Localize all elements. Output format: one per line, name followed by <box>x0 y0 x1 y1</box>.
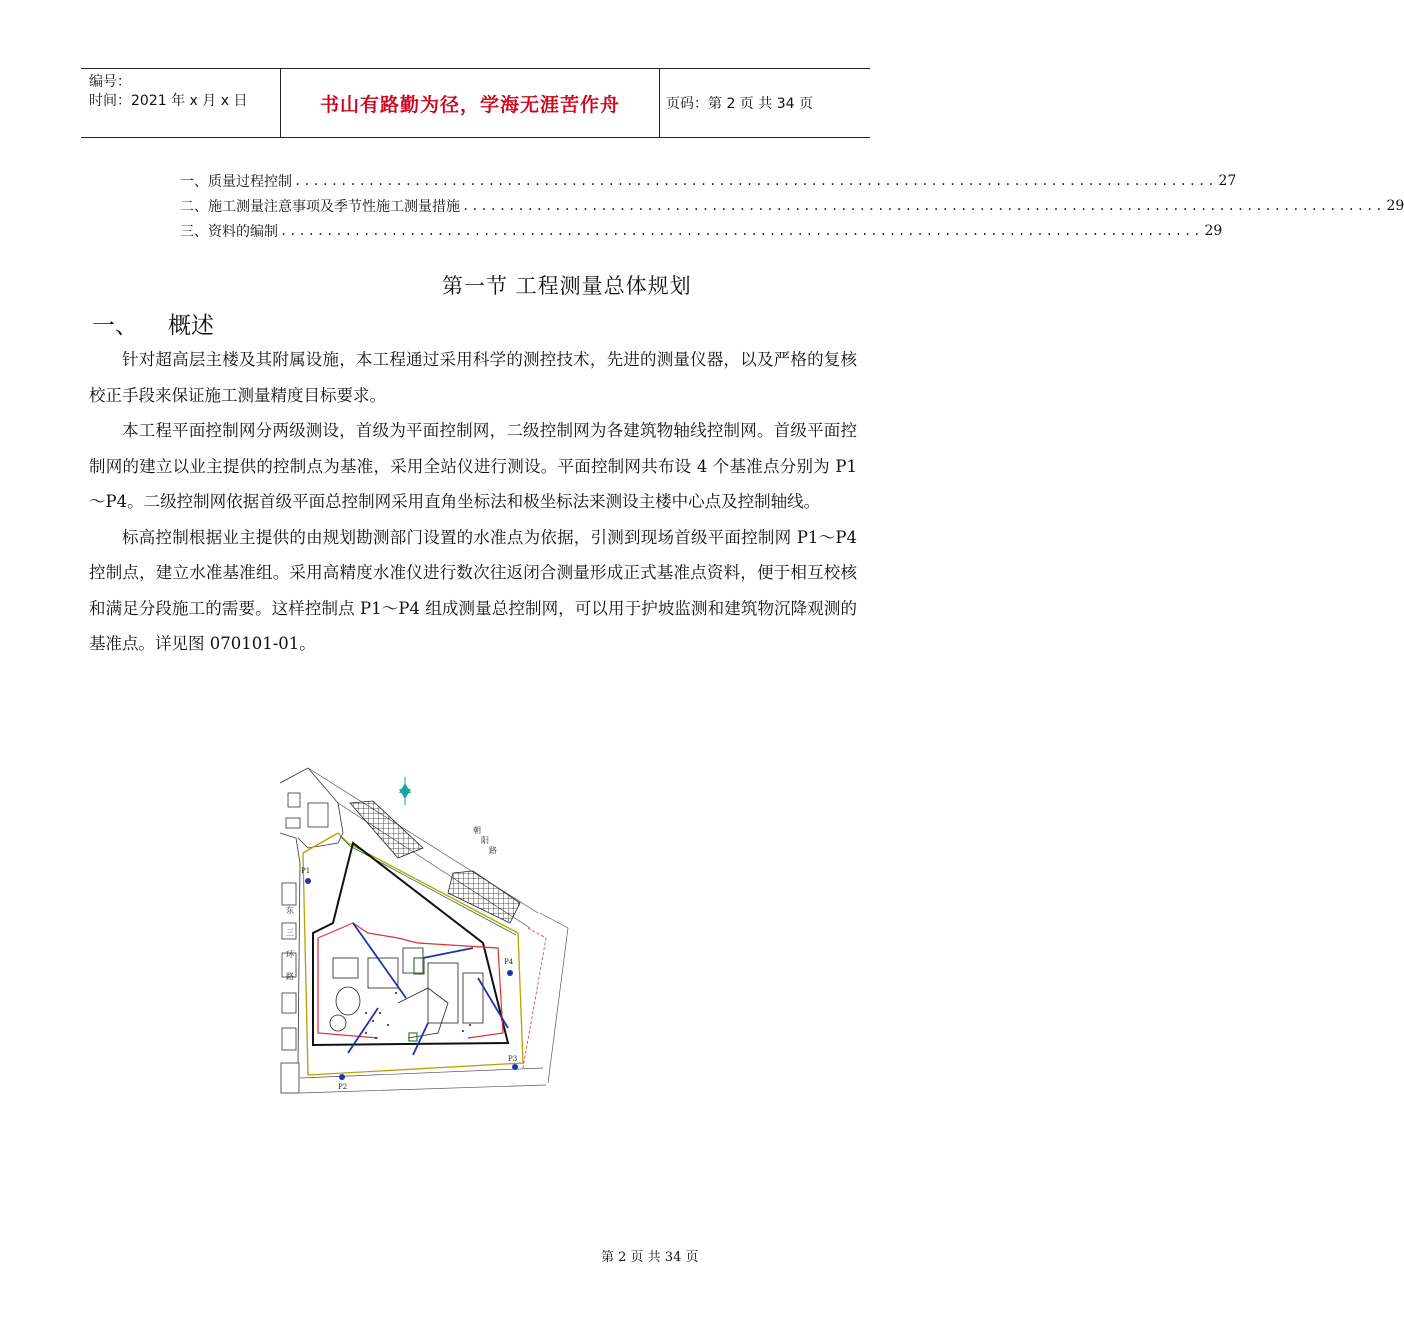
paragraph: 针对超高层主楼及其附属设施，本工程通过采用科学的测控技术，先进的测量仪器，以及严格的复核校正手段来保证施工测量精度目标要求。 <box>89 350 857 405</box>
paragraph: 标高控制根据业主提供的由规划勘测部门设置的水准点为依据，引测到现场首级平面控制网 P1～P4 控制点，建立水准基准组。采用高精度水准仪进行数次往返闭合测量形成正式基准点资料，便于相互校核和满足分段施工的需要。这样控制点 P1～P4 组成测量总控制网，可以用于护坡监测和建筑物沉降观测的基准点。详见图 070101-01。 <box>89 527 857 653</box>
number-label: 编号： <box>89 74 131 90</box>
paragraph: 本工程平面控制网分两级测设，首级为平面控制网，二级控制网为各建筑物轴线控制网。首级平面控制网的建立以业主提供的控制点为基准，采用全站仪进行测设。平面控制网共布设 4 个基准点分别为 P1～P4。二级控制网依据首级平面总控制网采用直角坐标法和极坐标法来测设主楼中心点及控制轴线。 <box>89 421 857 511</box>
toc-title: 资料的编制 <box>208 223 278 240</box>
green-marker <box>414 958 424 974</box>
road-label-left <box>286 905 297 981</box>
point-label: P1 <box>301 867 311 875</box>
page-header <box>81 68 870 138</box>
toc-page: 29 <box>1386 197 1404 214</box>
toc-leader: .................................................................................................... <box>462 198 1385 213</box>
toc-number: 三、 <box>180 223 208 240</box>
site-fence <box>303 833 523 1075</box>
control-point-p1 <box>305 878 311 884</box>
site-dots <box>365 992 471 1039</box>
toc-title: 施工测量注意事项及季节性施工测量措施 <box>208 198 460 215</box>
time-label: 时间：2021 年 x 月 x 日 <box>89 93 248 109</box>
property-line <box>523 928 546 1068</box>
toc-page: 29 <box>1204 222 1223 239</box>
road-char: 阳 <box>481 836 489 845</box>
building-outline <box>313 843 508 1045</box>
road-char: 环 <box>286 950 294 959</box>
road-label-top <box>473 825 497 855</box>
section-title: 第一节 工程测量总体规划 <box>442 274 692 298</box>
road-char: 路 <box>489 846 497 855</box>
toc-item[interactable] <box>180 168 1237 193</box>
subsection-number: 一、 <box>92 313 138 339</box>
body-text <box>89 342 857 662</box>
subsection-title: 概述 <box>168 313 214 339</box>
toc-title: 质量过程控制 <box>208 173 292 190</box>
internal-structures <box>330 948 483 1038</box>
header-motto: 书山有路勤为径，学海无涯苦作舟 <box>281 69 660 137</box>
north-arrow-icon <box>399 777 411 805</box>
header-page-info: 页码：第 2 页 共 34 页 <box>666 96 813 112</box>
subsection-heading <box>92 307 214 340</box>
table-of-contents <box>180 168 1404 243</box>
control-point-p4 <box>507 970 513 976</box>
toc-item[interactable] <box>180 193 1404 218</box>
site-plan-drawing <box>278 763 578 1098</box>
road-char: 东 <box>286 906 294 915</box>
road-char: 三 <box>286 928 294 937</box>
point-label: P3 <box>508 1055 518 1063</box>
toc-number: 二、 <box>180 198 208 215</box>
header-meta <box>81 69 281 137</box>
toc-leader: .................................................................................................... <box>294 173 1217 188</box>
road-char: 路 <box>286 972 294 981</box>
control-point-p2 <box>339 1074 345 1080</box>
point-label: P4 <box>504 958 514 966</box>
toc-page: 27 <box>1218 172 1237 189</box>
toc-number: 一、 <box>180 173 208 190</box>
control-point-p3 <box>512 1064 518 1070</box>
point-label: P2 <box>338 1083 348 1091</box>
toc-item[interactable] <box>180 218 1223 243</box>
road-char: 朝 <box>473 826 481 835</box>
toc-leader: .................................................................................................... <box>280 223 1203 238</box>
site-plan-figure <box>278 763 578 1098</box>
page-footer: 第 2 页 共 34 页 <box>601 1250 699 1265</box>
